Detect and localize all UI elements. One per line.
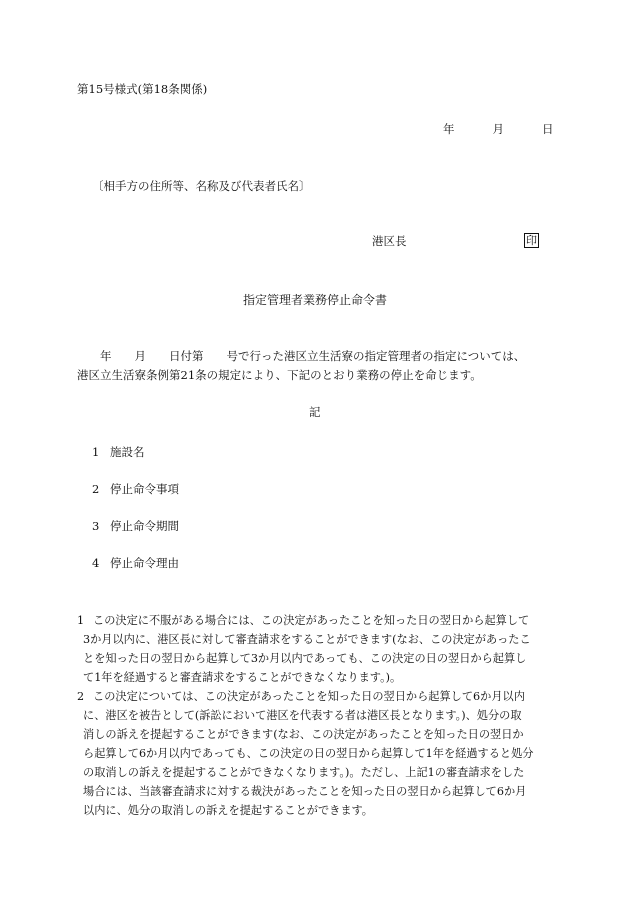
- ki-heading: 記: [309, 405, 321, 419]
- document-title: 指定管理者業務停止命令書: [243, 293, 388, 307]
- item-number: 2: [92, 482, 100, 496]
- item-suspension-period: [92, 521, 179, 533]
- note-line: て1年を経過すると審査請求をすることができなくなります。)。: [83, 671, 402, 684]
- form-number: 第15号様式(第18条関係): [77, 82, 208, 96]
- note-line: ら起算して6か月以内であっても、この決定の日の翌日から起算して1年を経過すると処分: [83, 747, 534, 760]
- note-line: に、港区を被告として(訴訟において港区を代表する者は港区長となります。)、処分の取: [83, 709, 522, 722]
- item-label: 停止命令理由: [110, 556, 179, 570]
- note-line: この決定に不服がある場合には、この決定があったことを知った日の翌日から起算して: [93, 614, 530, 627]
- date-year: 年: [443, 122, 455, 136]
- item-suspension-reason: [92, 558, 179, 570]
- item-number: 4: [92, 556, 100, 570]
- item-label: 停止命令期間: [110, 519, 179, 533]
- issuer-name: 港区長: [372, 234, 407, 248]
- seal-mark: 印: [526, 234, 537, 247]
- note-line: とを知った日の翌日から起算して3か月以内であっても、この決定の日の翌日から起算し: [83, 652, 527, 665]
- date-day: 日: [542, 122, 554, 136]
- note-line: 3か月以内に、港区長に対して審査請求をすることができます(なお、この決定があったこ: [83, 633, 531, 646]
- note-line: 消しの訴えを提起することができます(なお、この決定があったことを知った日の翌日か: [83, 728, 524, 741]
- item-label: 停止命令事項: [110, 482, 179, 496]
- note-line: 場合には、当該審査請求に対する裁決があったことを知った日の翌日から起算して6か月: [83, 785, 527, 798]
- item-facility-name: [92, 447, 145, 459]
- date-month: 月: [492, 122, 504, 136]
- item-number: 3: [92, 519, 100, 533]
- body-line-1: 年 月 日付第 号で行った港区立生活寮の指定管理者の指定については、: [77, 349, 526, 363]
- item-number: 1: [92, 445, 100, 459]
- date-line: [443, 124, 554, 136]
- item-label: 施設名: [110, 445, 145, 459]
- item-suspension-matters: [92, 484, 179, 496]
- note-lawsuit: [77, 687, 553, 820]
- note-line: この決定については、この決定があったことを知った日の翌日から起算して6か月以内: [93, 690, 525, 703]
- note-number: 1: [77, 614, 85, 627]
- body-line-2: 港区立生活寮条例第21条の規定により、下記のとおり業務の停止を命じます。: [77, 368, 482, 382]
- note-line: の取消しの訴えを提起することができなくなります。)。ただし、上記1の審査請求をした: [83, 766, 525, 779]
- note-number: 2: [77, 690, 85, 703]
- note-appeal: [77, 611, 553, 687]
- recipient-placeholder: 〔相手方の住所等、名称及び代表者氏名〕: [92, 179, 311, 193]
- note-line: 以内に、処分の取消しの訴えを提起することができます。: [83, 804, 373, 817]
